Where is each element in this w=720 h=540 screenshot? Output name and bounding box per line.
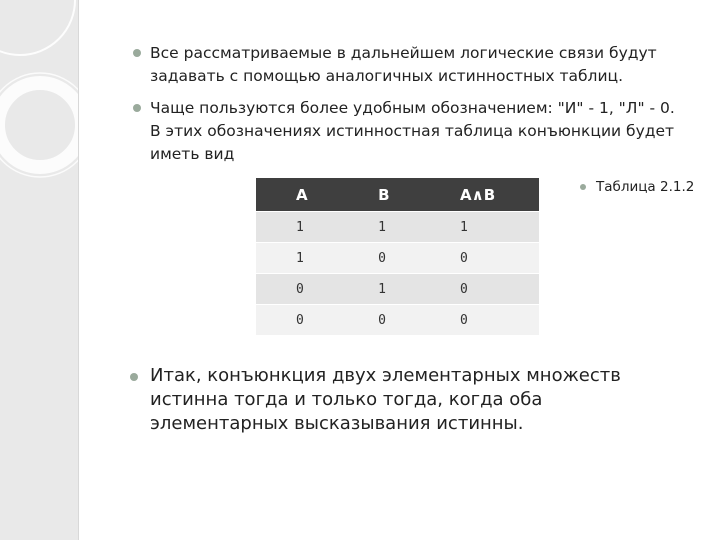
table-cell: 0 (420, 305, 539, 336)
conclusion-paragraph: Итак, конъюнкция двух элементарных множеств истинна тогда и только тогда, когда оба элементарных высказывания истинны. (150, 365, 621, 434)
table-cell: 0 (338, 305, 420, 336)
table-row (256, 305, 539, 336)
table-cell: 1 (338, 212, 420, 243)
header-b: B (338, 178, 420, 212)
table-cell: 0 (256, 305, 338, 336)
table-cell: 0 (420, 274, 539, 305)
decorative-circles (0, 0, 78, 540)
table-cell: 0 (338, 243, 420, 274)
bullet-2 (133, 104, 141, 112)
paragraph-1: Все рассматриваемые в дальнейшем логические связи будут задавать с помощью аналогичных истинностных таблиц. (150, 44, 657, 85)
table-cell: 1 (338, 274, 420, 305)
table-row (256, 212, 539, 243)
decorative-sidebar (0, 0, 79, 540)
table-cell: 0 (256, 274, 338, 305)
header-a-and-b: A∧B (420, 178, 539, 212)
table-row (256, 274, 539, 305)
table-caption: Таблица 2.1.2 (596, 179, 695, 195)
paragraph-2: Чаще пользуются более удобным обозначением: "И" - 1, "Л" - 0. В этих обозначениях истинностная таблица конъюнкции будет иметь вид (150, 99, 675, 163)
table-cell: 0 (420, 243, 539, 274)
bullet-3 (130, 373, 138, 381)
table-cell: 1 (420, 212, 539, 243)
table-cell: 1 (256, 212, 338, 243)
caption-bullet (580, 184, 586, 190)
header-a: A (256, 178, 338, 212)
truth-table (256, 178, 539, 335)
table-row (256, 243, 539, 274)
table-cell: 1 (256, 243, 338, 274)
table-header-row (256, 178, 539, 212)
bullet-1 (133, 49, 141, 57)
